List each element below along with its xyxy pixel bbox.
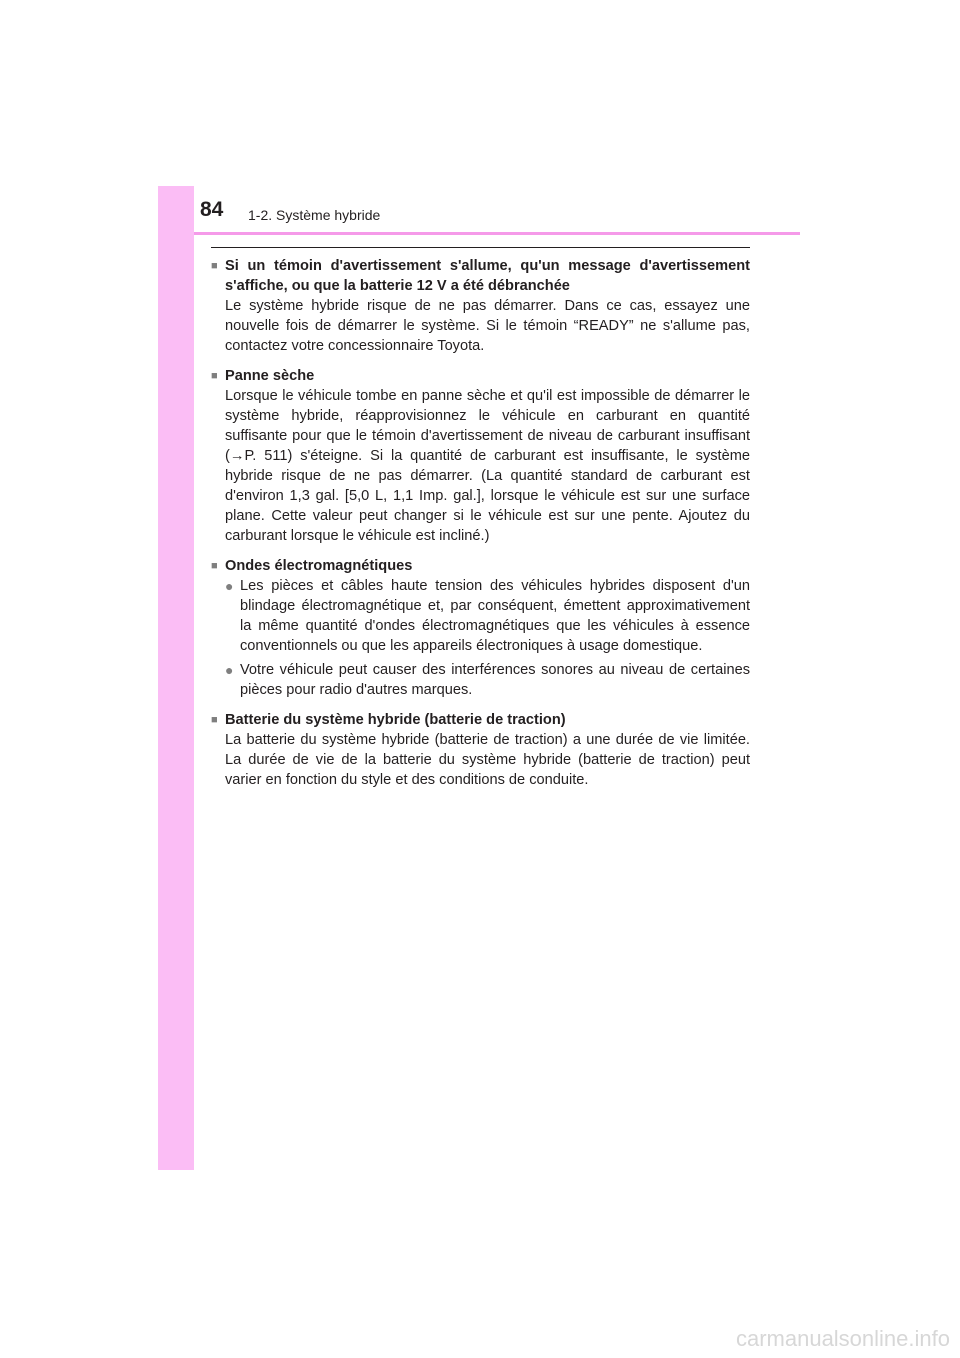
item-heading: Panne sèche — [225, 368, 315, 384]
list-item — [225, 576, 750, 656]
chapter-side-band — [158, 186, 194, 1170]
page-content — [211, 256, 750, 790]
item-heading: Batterie du système hybride (batterie de traction) — [225, 712, 566, 728]
item-hybrid-battery — [211, 710, 750, 790]
list-item — [225, 660, 750, 700]
item-text: La batterie du système hybride (batterie de traction) a une durée de vie limitée. La durée de vie de la batterie du système hybride (batterie de traction) peut varier en fonction du style et des conditions de conduite. — [225, 732, 750, 788]
square-bullet-icon: ■ — [211, 714, 218, 726]
square-bullet-icon: ■ — [211, 370, 218, 382]
footer-watermark: carmanualsonline.info — [735, 1326, 950, 1351]
bullet-text: Votre véhicule peut causer des interférences sonores au niveau de certaines pièces pour radio d'autres marques. — [240, 662, 750, 698]
header-rule — [194, 232, 800, 235]
item-electromagnetic-waves — [211, 556, 750, 700]
section-title: 1-2. Système hybride — [248, 207, 381, 223]
item-text: Le système hybride risque de ne pas démarrer. Dans ce cas, essayez une nouvelle fois de démarrer le système. Si le témoin “READY” ne s'allume pas, contactez votre concessionnaire Toyota. — [225, 298, 750, 354]
dot-bullet-icon: ● — [225, 662, 234, 678]
square-bullet-icon: ■ — [211, 260, 218, 272]
content-rule — [211, 247, 750, 248]
bullet-text: Les pièces et câbles haute tension des véhicules hybrides disposent d'un blindage électromagnétique et, par conséquent, émettent approximativement la même quantité d'ondes électromagnétiques que les véhicules à essence conventionnels ou que les appareils électroniques à usage domestique. — [240, 578, 750, 654]
item-text: Lorsque le véhicule tombe en panne sèche et qu'il est impossible de démarrer le système hybride, réapprovisionnez le véhicule en carburant en quantité suffisante pour que le témoin d'avertissement de niveau de carburant insuffisant (→P. 511) s'éteigne. Si la quantité de carburant est insuffisante, le système hybride risque de ne pas démarrer. (La quantité standard de carburant est d'environ 1,3 gal. [5,0 L, 1,1 Imp. gal.], lorsque le véhicule est sur une surface plane. Cette valeur peut changer si le véhicule est sur une pente. Ajoutez du carburant lorsque le véhicule est incliné.) — [225, 388, 750, 544]
item-warning-light — [211, 256, 750, 356]
item-heading: Ondes électromagnétiques — [225, 558, 413, 574]
item-out-of-fuel — [211, 366, 750, 546]
square-bullet-icon: ■ — [211, 560, 218, 572]
item-heading: Si un témoin d'avertissement s'allume, qu'un message d'avertissement s'affiche, ou que la batterie 12 V a été débranchée — [225, 258, 750, 294]
page-number: 84 — [200, 198, 224, 221]
dot-bullet-icon: ● — [225, 578, 234, 594]
